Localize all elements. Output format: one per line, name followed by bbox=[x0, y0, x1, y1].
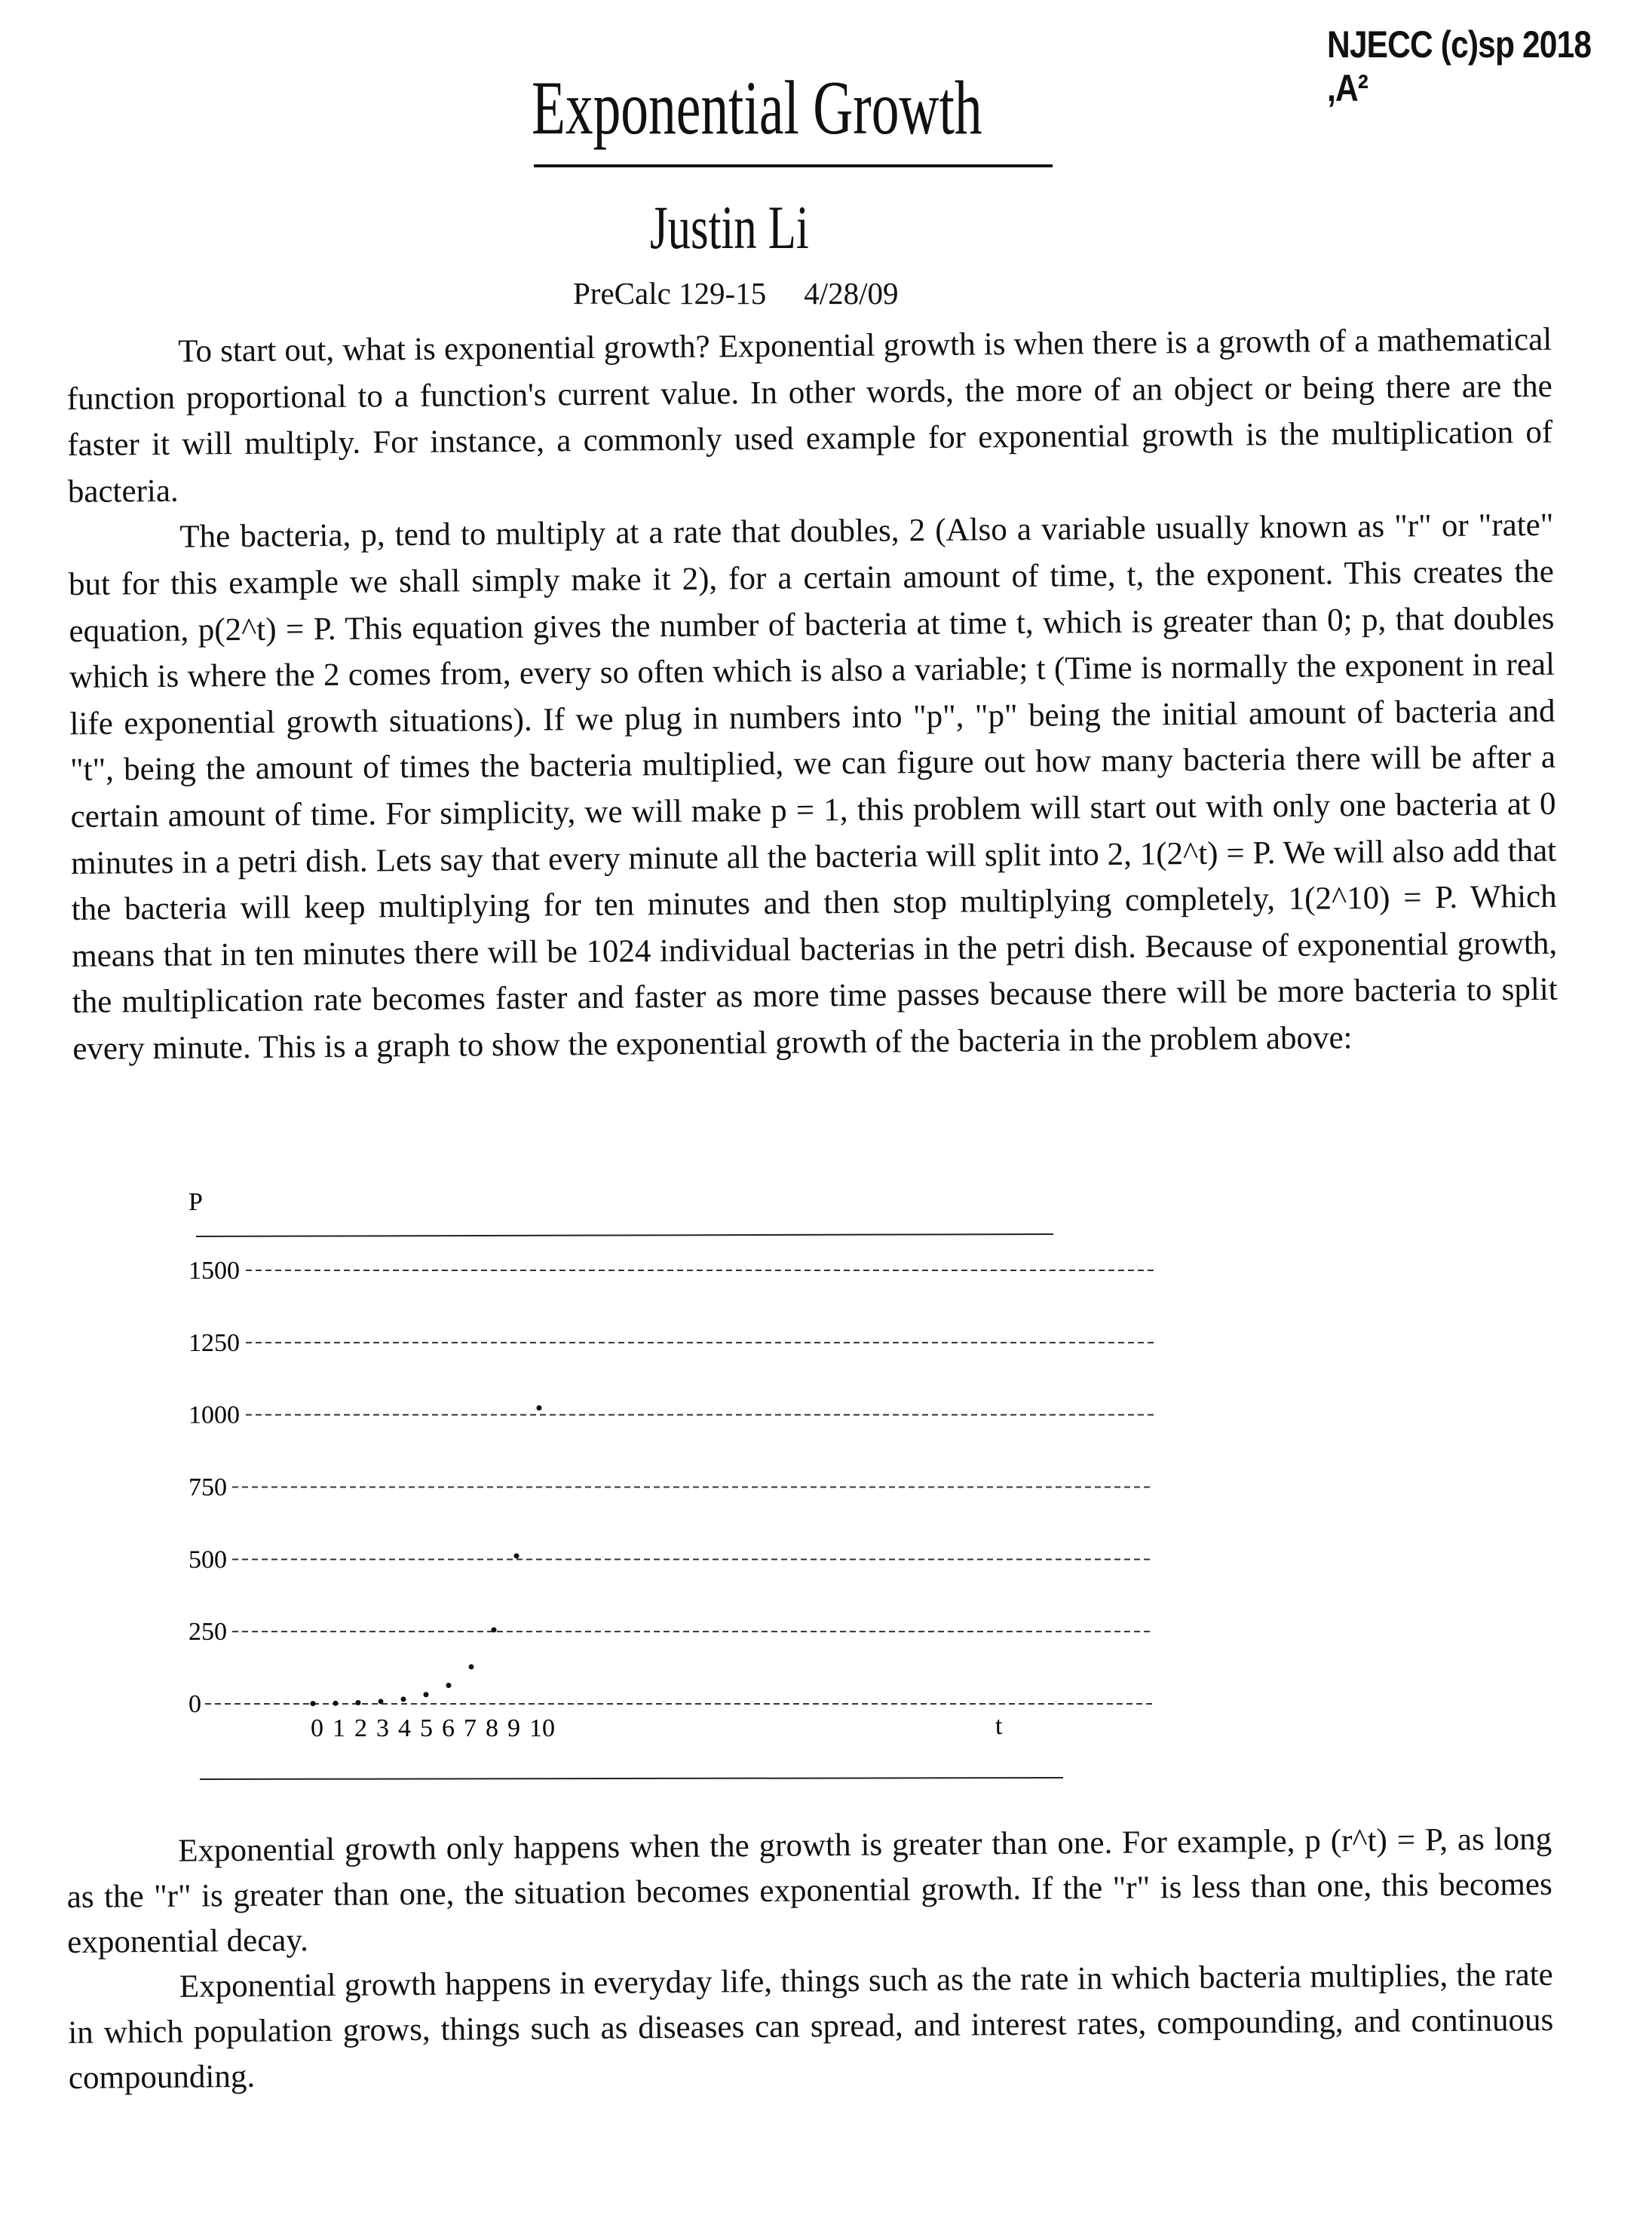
graph-bottom-rule bbox=[200, 1778, 1063, 1779]
growth-graph bbox=[181, 1180, 1176, 1791]
x-tick-label: 0 bbox=[311, 1714, 323, 1742]
paragraph-outro-2: Exponential growth happens in everyday life, things such as the rate in which bacteria multiplies, the rate in which population grows, things such as diseases can spread, and interest rates, compounding, and continuous compounding. bbox=[68, 1956, 1554, 2096]
x-tick-label: 3 bbox=[376, 1714, 389, 1742]
x-tick-label: 7 bbox=[464, 1714, 477, 1742]
page-title: Exponential Growth bbox=[532, 66, 982, 151]
data-point bbox=[311, 1701, 316, 1706]
graph-svg bbox=[181, 1180, 1176, 1791]
y-tick-label: 750 bbox=[188, 1473, 227, 1502]
author-name: Justin Li bbox=[650, 193, 809, 262]
data-point bbox=[379, 1699, 384, 1704]
x-tick-label: 8 bbox=[486, 1714, 498, 1742]
y-tick-label: 1000 bbox=[188, 1401, 240, 1429]
x-axis-label: t bbox=[995, 1712, 1003, 1740]
paragraph-outro-1: Exponential growth only happens when the growth is greater than one. For example, p (r^t) = P, as long as the "r" is greater than one, the situation becomes exponential growth. If the "r" is less than one, this becomes exponential decay. bbox=[66, 1821, 1552, 1960]
intro-text bbox=[66, 317, 1559, 1073]
x-tick-label: 9 bbox=[507, 1714, 520, 1742]
data-point bbox=[514, 1553, 520, 1558]
paragraph-intro-2: The bacteria, p, tend to multiply at a rate that doubles, 2 (Also a variable usually known as "r" or "rate" but for this example we shall simply make it 2), for a certain amount of time, t, the exponent. This creates the equation, p(2^t) = P. This equation gives the number of bacteria at time t, which is greater than 0; p, that doubles which is where the 2 comes from, every so often which is also a variable; t (Time is normally the exponent in real life exponential growth situations). If we plug in numbers into "p", "p" being the initial amount of bacteria and "t", being the amount of times the bacteria multiplied, we can figure out how many bacteria there will be after a certain amount of time. For simplicity, we will make p = 1, this problem will start out with only one bacteria at 0 minutes in a petri dish. Lets say that every minute all the bacteria will split into 2, 1(2^t) = P. We will also add that the bacteria will keep multiplying for ten minutes and then stop multiplying completely, 1(2^10) = P. Which means that in ten minutes there will be 1024 individual bacterias in the petri dish. Because of exponential growth, the multiplication rate becomes faster and faster as more time passes because there will be more bacteria to split every minute. This is a graph to show the exponential growth of the bacteria in the problem above: bbox=[68, 507, 1558, 1067]
data-point bbox=[492, 1627, 497, 1632]
y-tick-label: 1250 bbox=[188, 1328, 240, 1357]
paragraph-intro-1: To start out, what is exponential growth? Exponential growth is when there is a growth of a mathematical function proportional to a function's current value. In other words, the more of an object or being there are the faster it will multiply. For instance, a commonly used example for exponential growth is the multiplication of bacteria. bbox=[66, 321, 1553, 510]
x-tick-label: 4 bbox=[398, 1714, 411, 1742]
x-tick-label: 1 bbox=[333, 1714, 345, 1742]
x-tick-label: 10 bbox=[529, 1714, 555, 1742]
date-label: 4/28/09 bbox=[804, 276, 899, 311]
course-label: PreCalc 129-15 bbox=[573, 276, 767, 311]
y-tick-label: 0 bbox=[188, 1690, 201, 1718]
y-tick-label: 250 bbox=[188, 1618, 227, 1647]
data-point bbox=[446, 1683, 452, 1688]
y-tick-label: 1500 bbox=[188, 1257, 240, 1285]
x-tick-label: 2 bbox=[354, 1714, 367, 1742]
title-underline bbox=[534, 164, 1053, 167]
course-line bbox=[573, 275, 899, 311]
graph-top-rule bbox=[196, 1234, 1053, 1236]
header-tag: NJECC (c)sp 2018 ,A² bbox=[1327, 23, 1592, 109]
outro-text bbox=[66, 1817, 1554, 2101]
data-point bbox=[356, 1700, 361, 1705]
data-point bbox=[424, 1692, 429, 1697]
data-point bbox=[333, 1701, 339, 1706]
y-axis-label: P bbox=[188, 1188, 203, 1216]
data-point bbox=[401, 1696, 406, 1702]
x-tick-label: 6 bbox=[442, 1714, 455, 1742]
y-tick-label: 500 bbox=[188, 1546, 227, 1574]
data-point bbox=[537, 1405, 542, 1411]
x-tick-label: 5 bbox=[420, 1714, 433, 1742]
data-point bbox=[469, 1664, 474, 1669]
